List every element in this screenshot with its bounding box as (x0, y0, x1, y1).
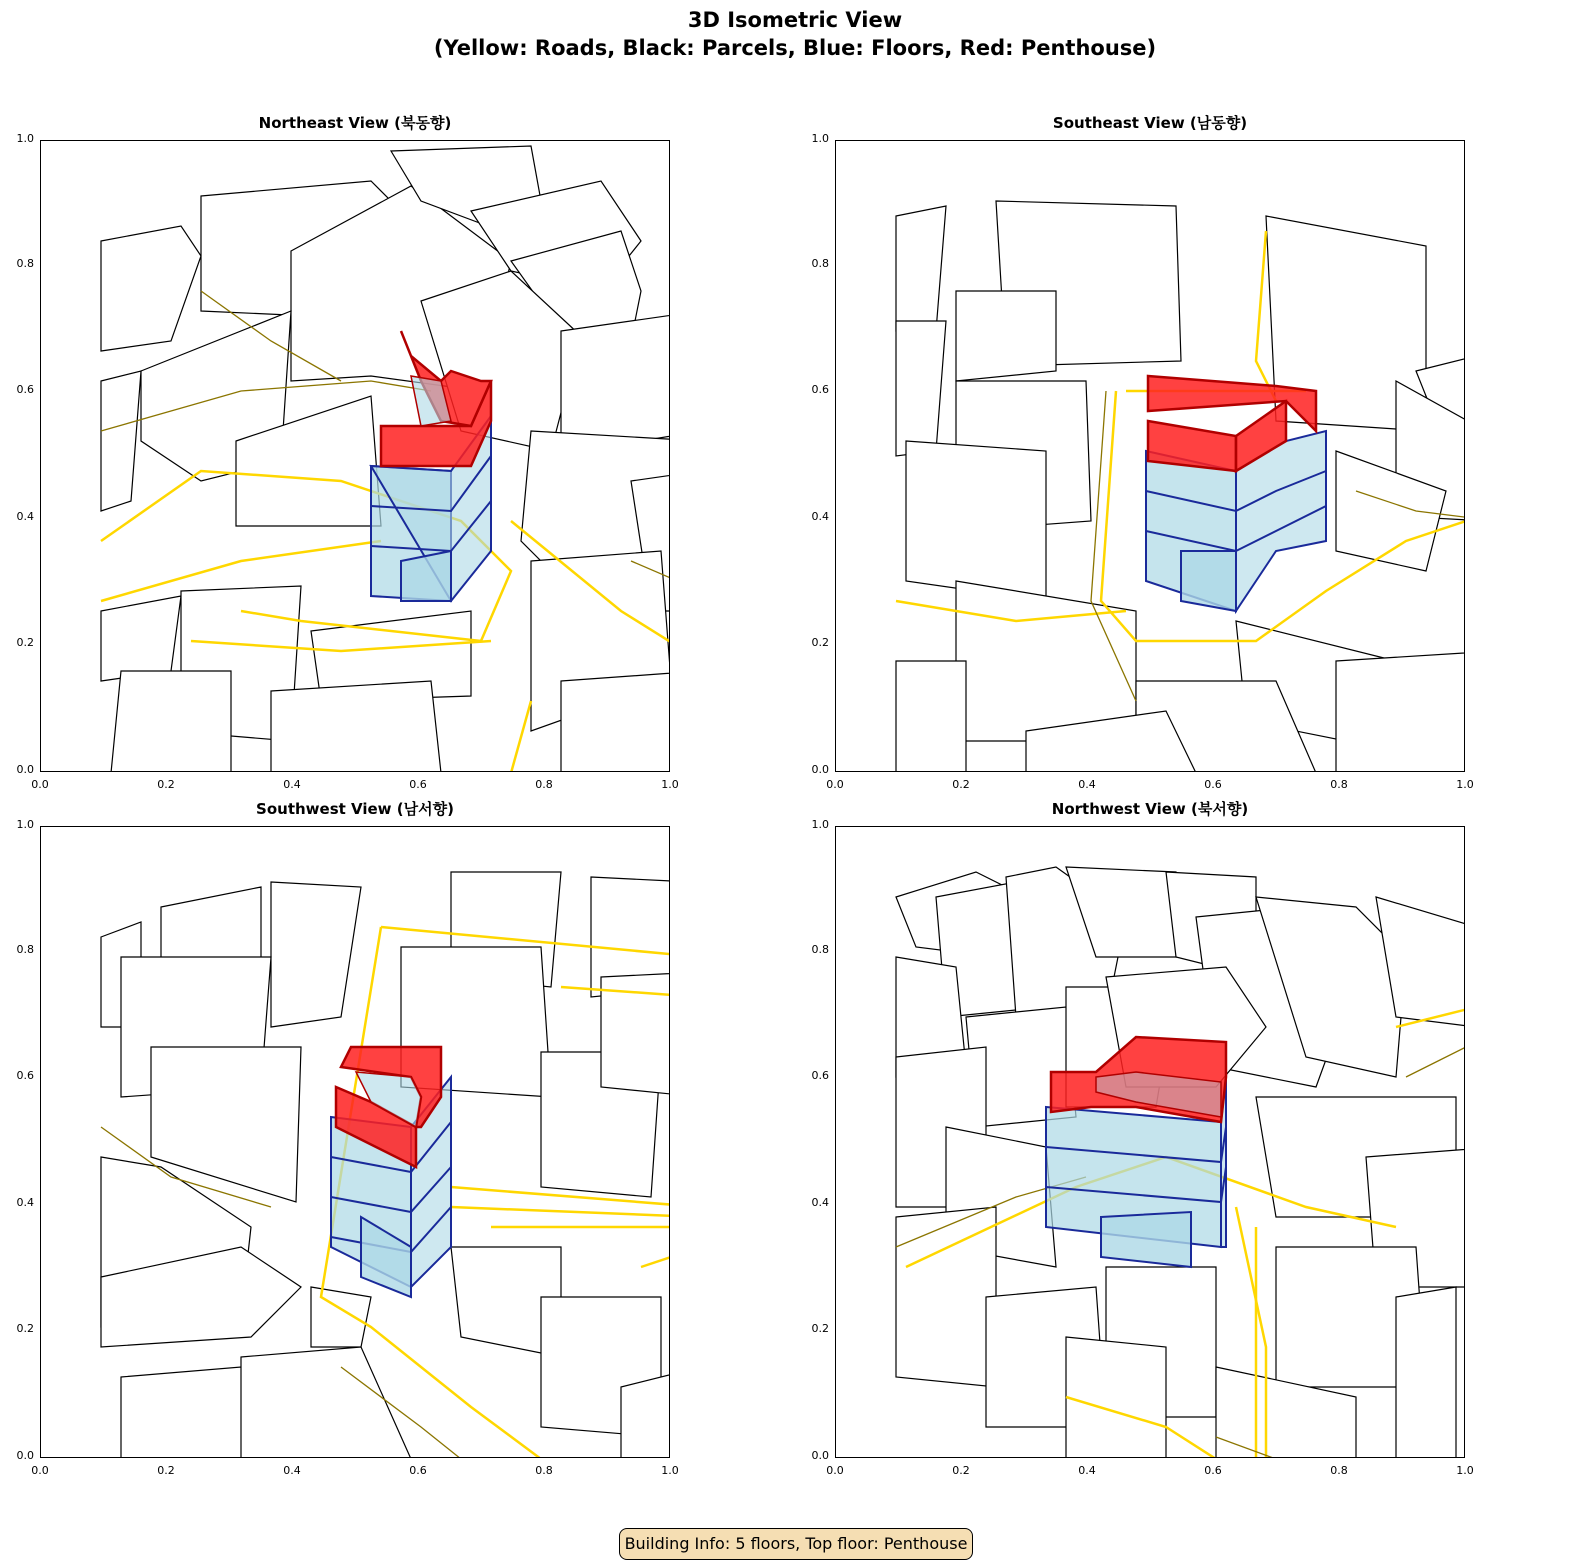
building (1066, 1337, 1166, 1458)
xtick-label: 1.0 (1456, 1464, 1474, 1477)
ytick-label: 1.0 (811, 132, 829, 145)
xtick-label: 0.0 (31, 1464, 49, 1477)
ytick-label: 0.0 (16, 763, 34, 776)
building (956, 291, 1056, 381)
building (101, 226, 201, 351)
road-line (641, 1247, 670, 1267)
plot-area-northeast (40, 140, 670, 772)
ytick-label: 0.2 (811, 636, 829, 649)
building (271, 681, 441, 772)
xtick-label: 0.0 (31, 778, 49, 791)
xtick-label: 0.4 (283, 778, 301, 791)
floor-block (401, 551, 451, 601)
ytick-label: 0.2 (16, 1322, 34, 1335)
xtick-label: 0.8 (535, 778, 553, 791)
xtick-label: 0.6 (409, 1464, 427, 1477)
panel-northeast (16, 114, 679, 791)
xtick-label: 0.6 (409, 778, 427, 791)
ytick-label: 0.8 (811, 943, 829, 956)
floor-block (1181, 551, 1236, 611)
target-building-southwest (331, 1047, 451, 1297)
building (896, 321, 946, 456)
building (956, 581, 1136, 741)
panel-southeast (811, 114, 1474, 791)
ytick-label: 0.6 (16, 383, 34, 396)
ytick-label: 0.6 (16, 1069, 34, 1082)
road-line (511, 701, 531, 772)
plot-area-northwest (835, 826, 1465, 1458)
xtick-label: 0.2 (157, 778, 175, 791)
road-line (451, 1207, 670, 1217)
xtick-label: 0.4 (1078, 778, 1096, 791)
xtick-label: 0.4 (1078, 1464, 1096, 1477)
ytick-label: 0.4 (16, 1196, 34, 1209)
building (561, 671, 670, 772)
xtick-label: 0.2 (952, 778, 970, 791)
scene-southeast (836, 141, 1465, 772)
panel-northwest (811, 800, 1474, 1477)
ytick-label: 0.4 (16, 510, 34, 523)
building-info-box: Building Info: 5 floors, Top floor: Penthouse (619, 1528, 973, 1560)
building (896, 1207, 996, 1387)
figure-title (0, 6, 1590, 62)
scene-northwest (836, 827, 1465, 1458)
figure-title-line2: (Yellow: Roads, Black: Parcels, Blue: Floors, Red: Penthouse) (433, 36, 1157, 60)
building (101, 596, 181, 681)
building (561, 311, 670, 451)
ytick-label: 1.0 (16, 132, 34, 145)
ytick-label: 0.4 (811, 1196, 829, 1209)
xtick-label: 0.2 (952, 1464, 970, 1477)
building (271, 882, 361, 1027)
panel-title-northwest: Northwest View (북서향) (1051, 800, 1249, 818)
xtick-label: 0.4 (283, 1464, 301, 1477)
ytick-label: 1.0 (16, 818, 34, 831)
figure-title-line1: 3D Isometric View (687, 8, 903, 32)
ytick-label: 0.2 (811, 1322, 829, 1335)
xtick-label: 1.0 (661, 1464, 679, 1477)
ytick-label: 0.6 (811, 1069, 829, 1082)
target-building-southeast (1146, 376, 1326, 611)
xtick-label: 0.8 (535, 1464, 553, 1477)
ytick-label: 0.2 (16, 636, 34, 649)
ytick-label: 0.0 (16, 1449, 34, 1462)
building (101, 371, 141, 511)
road-edge (1406, 1042, 1465, 1077)
building (241, 1347, 411, 1458)
xtick-label: 0.8 (1330, 778, 1348, 791)
plot-area-southwest (40, 826, 670, 1458)
building (896, 206, 946, 331)
penthouse (1148, 421, 1236, 471)
panel-title-southeast: Southeast View (남동향) (1052, 114, 1248, 132)
ytick-label: 0.8 (16, 943, 34, 956)
ytick-label: 0.6 (811, 383, 829, 396)
building (1336, 651, 1465, 772)
xtick-label: 1.0 (661, 778, 679, 791)
building (121, 1367, 251, 1458)
ytick-label: 0.4 (811, 510, 829, 523)
ytick-label: 0.8 (811, 257, 829, 270)
xtick-label: 1.0 (1456, 778, 1474, 791)
xtick-label: 0.6 (1204, 778, 1222, 791)
ytick-label: 0.0 (811, 763, 829, 776)
ytick-label: 0.0 (811, 1449, 829, 1462)
building (1396, 1287, 1456, 1458)
ytick-label: 0.8 (16, 257, 34, 270)
building (111, 671, 231, 772)
ytick-label: 1.0 (811, 818, 829, 831)
xtick-label: 0.2 (157, 1464, 175, 1477)
xtick-label: 0.0 (826, 778, 844, 791)
panel-title-southwest: Southwest View (남서향) (256, 800, 454, 818)
building (896, 661, 966, 772)
panel-title-northeast: Northeast View (북동향) (258, 114, 452, 132)
scene-southwest (41, 827, 670, 1458)
floor-block (1101, 1212, 1191, 1267)
building (906, 441, 1046, 601)
plot-area-southeast (835, 140, 1465, 772)
xtick-label: 0.0 (826, 1464, 844, 1477)
xtick-label: 0.8 (1330, 1464, 1348, 1477)
panel-southwest (16, 800, 679, 1477)
target-building-northwest (1046, 1037, 1226, 1267)
scene-northeast (41, 141, 670, 772)
xtick-label: 0.6 (1204, 1464, 1222, 1477)
